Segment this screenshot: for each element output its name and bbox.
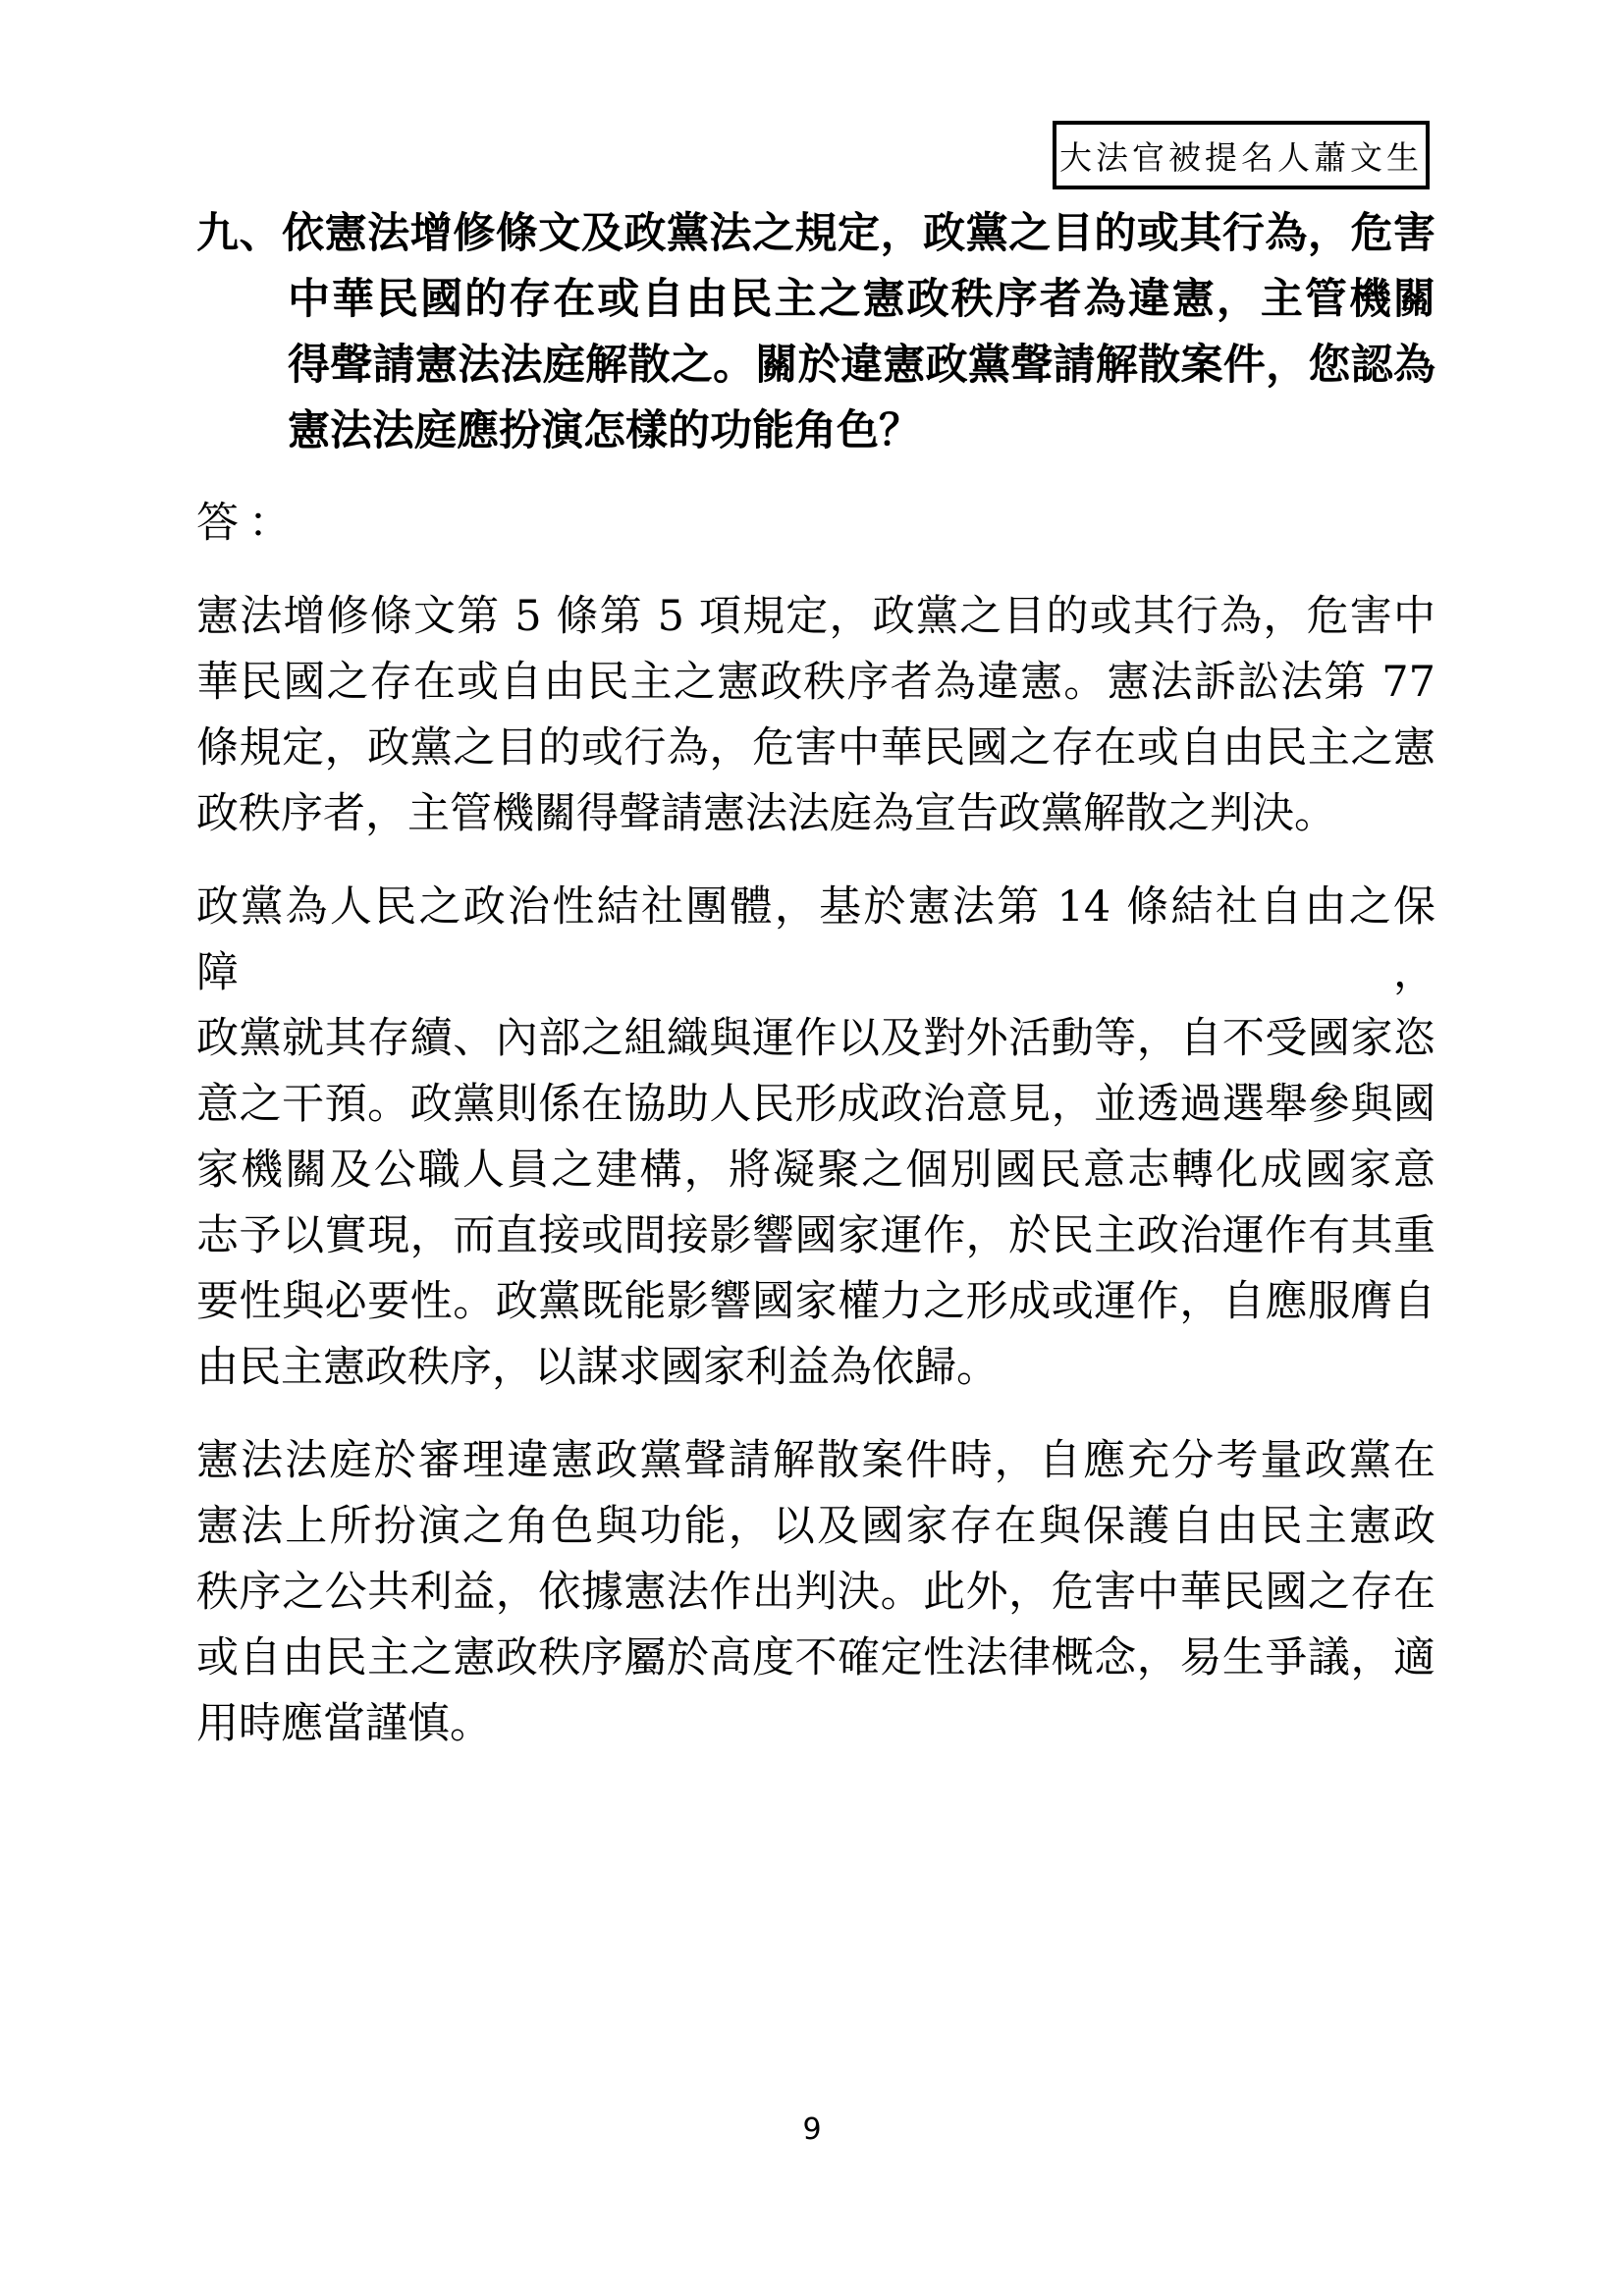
answer-label: 答： [196,499,300,548]
text-line: 憲法增修條文第 5 條第 5 項規定，政黨之目的或其行為，危害中 [196,592,1435,641]
text-line: 由民主憲政秩序，以謀求國家利益為依歸。 [196,1343,999,1392]
nominee-header-text: 大法官被提名人蕭文生 [1059,137,1423,177]
question-line: 得聲請憲法法庭解散之。關於違憲政黨聲請解散案件，您認為 [288,341,1435,390]
text-line: 條規定，政黨之目的或行為，危害中華民國之存在或自由民主之憲 [196,723,1435,773]
text-line: 家機關及公職人員之建構，將凝聚之個別國民意志轉化成國家意 [196,1146,1435,1195]
question-heading [196,201,1435,464]
text-line: 憲法法庭於審理違憲政黨聲請解散案件時，自應充分考量政黨在 [196,1436,1435,1485]
text-line: 志予以實現，而直接或間接影響國家運作，於民主政治運作有其重 [196,1211,1435,1260]
text-line: 用時應當謹慎。 [196,1699,492,1748]
text-line: 憲法上所扮演之角色與功能，以及國家存在與保護自由民主憲政 [196,1502,1435,1551]
text-line: 政黨就其存續、內部之組織與運作以及對外活動等，自不受國家恣 [196,1014,1435,1063]
page-number: 9 [802,2112,822,2147]
text-line: 要性與必要性。政黨既能影響國家權力之形成或運作，自應服膺自 [196,1277,1435,1326]
text-line: 秩序之公共利益，依據憲法作出判決。此外，危害中華民國之存在 [196,1568,1435,1617]
text-line: 政黨為人民之政治性結社團體，基於憲法第 14 條結社自由之保障， [196,882,1435,997]
text-line: 政秩序者，主管機關得聲請憲法法庭為宣告政黨解散之判決。 [196,789,1336,838]
question-line: 中華民國的存在或自由民主之憲政秩序者為違憲，主管機關 [288,275,1435,324]
question-line: 憲法法庭應扮演怎樣的功能角色？ [288,406,921,455]
page-content [196,201,1435,1785]
text-line: 或自由民主之憲政秩序屬於高度不確定性法律概念，易生爭議，適 [196,1633,1435,1682]
text-line: 意之干預。政黨則係在協助人民形成政治意見，並透過選舉參與國 [196,1080,1435,1129]
answer-paragraph-3 [196,1428,1435,1757]
answer-paragraph-2 [196,875,1435,1401]
text-line: 華民國之存在或自由民主之憲政秩序者為違憲。憲法訴訟法第 77 [196,658,1435,707]
answer-paragraph-1 [196,584,1435,847]
nominee-header-box [1053,121,1430,189]
question-line: 九、依憲法增修條文及政黨法之規定，政黨之目的或其行為，危害 [196,209,1435,258]
